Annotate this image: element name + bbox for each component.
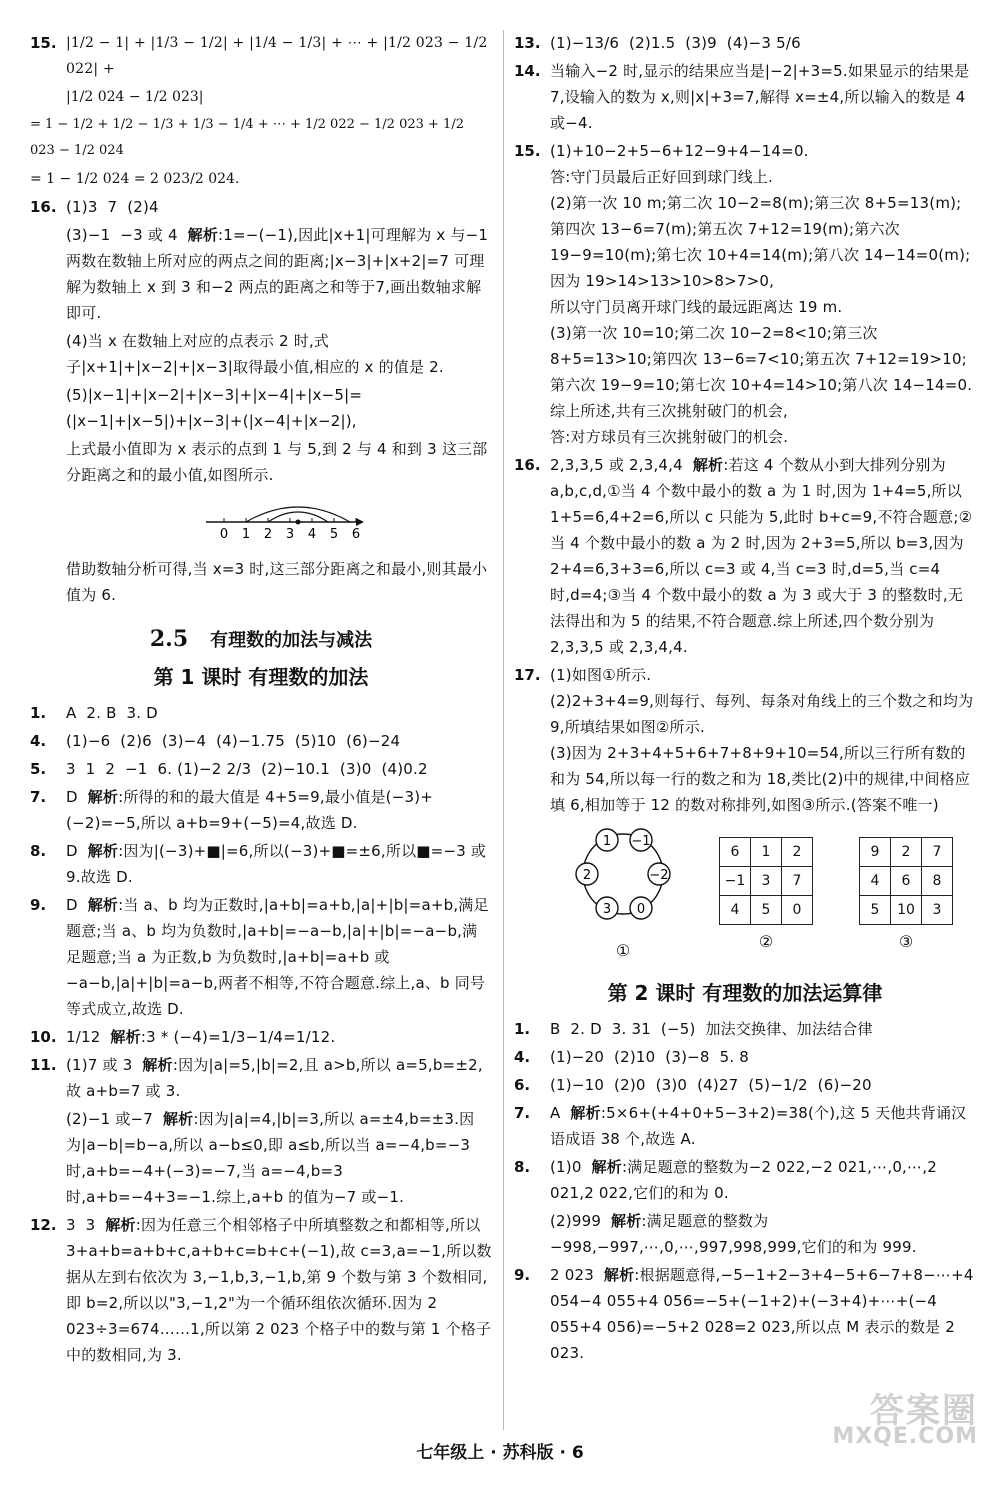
question-number: 4.: [30, 732, 47, 750]
axis-tick-label: 0: [219, 527, 229, 542]
answer-text: (1)−20 (2)10 (3)−8 5. 8: [550, 1048, 750, 1066]
answer-text: A: [550, 1104, 571, 1122]
figure-2: [719, 837, 813, 955]
question-number: 16.: [30, 198, 57, 216]
axis-tick-label: 5: [329, 527, 339, 542]
watermark-text: 答案圈: [870, 1391, 978, 1431]
left-column: [30, 28, 492, 1370]
analysis-text: :根据题意得,−5−1+2−3+4−5+6−7+8−⋯+4 054−4 055+4 056=−5+(−1+2)+(−3+4)+⋯+(−4 055+4 056)=−5+2 028=2 023,所以点 M 表示的数是 2 023.: [550, 1266, 979, 1362]
axis-tick-label: 2: [263, 527, 273, 542]
answer-item: [514, 1044, 976, 1070]
answer-item: [514, 138, 976, 450]
question-number: [30, 1106, 66, 1210]
figure-1: [573, 828, 673, 964]
analysis-text: :所得的和的最大值是 4+5=9,最小值是(−3)+(−2)=−5,所以 a+b=9+(−5)=4,故选 D.: [66, 788, 434, 832]
section-title: 有理数的加法与减法: [210, 630, 373, 651]
answer-item: [514, 30, 976, 56]
question-number: 12.: [30, 1216, 57, 1234]
answer-item: [514, 1208, 976, 1260]
analysis-text: :因为|(−3)+■|=6,所以(−3)+■=±6,所以■=−3 或 9.故选 D.: [66, 842, 492, 886]
question-number: 8.: [514, 1158, 531, 1176]
question-number: 7.: [514, 1104, 531, 1122]
answer-text: B 2. D 3. 31 (−5) 加法交换律、加法结合律: [550, 1020, 873, 1038]
question-number: 5.: [30, 760, 47, 778]
grid-row: [860, 896, 953, 925]
answer-item: [30, 700, 492, 726]
grid-row: [720, 838, 813, 867]
question-number: 11.: [30, 1056, 57, 1074]
grid-cell: 5: [751, 896, 782, 925]
question-number: 14.: [514, 62, 541, 80]
question-number: 8.: [30, 842, 47, 860]
answer-block: [30, 436, 492, 488]
answer-text: 2,3,3,5 或 2,3,4,4: [550, 456, 693, 474]
question-number: 15.: [514, 142, 541, 160]
analysis-label: 解析: [162, 1110, 194, 1128]
circle-node-label: 2: [582, 868, 592, 883]
answer-text: (1)如图①所示. (2)2+3+4=9,则每行、每列、每条对角线上的三个数之和均为 9,所填结果如图②所示. (3)因为 2+3+4+5+6+7+8+9+10=54,所以三行所有数的和为 54,所以每一行的数之和为 18,类比(2)中的规律,中间格应填 6,相加等于 12 的数对称排列,如图③所示.(答案不唯一): [550, 666, 974, 814]
answer-text: (1)3 7 (2)4: [66, 198, 159, 216]
axis-tick-label: 1: [241, 527, 251, 542]
answer-list: [514, 1016, 979, 1366]
grid-row: [720, 896, 813, 925]
analysis-text: :1=−(−1),因此|x+1|可理解为 x 与−1 两数在数轴上所对应的两点之间的距离;|x−3|+|x+2|=7 可理解为数轴上 x 到 3 和−2 两点的距离之和等于7,画出数轴求解即可.: [66, 226, 494, 322]
answer-block: [30, 222, 492, 326]
analysis-text: :因为|a|=4,|b|=3,所以 a=±4,b=±3.因为|a−b|=b−a,所以 a−b≤0,即 a≤b,所以当 a=−4,b=−3 时,a+b=−4+(−3)=−7,当 a=−4,b=3 时,a+b=−4+3=−1.综上,a+b 的值为−7 或−1.: [66, 1110, 476, 1206]
analysis-label: 解析: [570, 1104, 601, 1122]
analysis-text: :若这 4 个数从小到大排列分别为 a,b,c,d,①当 4 个数中最小的数 a 为 1 时,因为 1+4=5,所以 1+5=6,4+2=6,所以 c 只能为 5,此时 b+c=9,不符合题意;②当 4 个数中最小的数 a 为 2 时,因为 2+3=5,所以 b=3,因为 2+4=6,3+3=6,所以 c=3 或 4,当 c=3 时,d=5,当 c=4 时,d=4;③当 4 个数中最小的数 a 为 3 或大于 3 的整数时,无法得出和为 5 的结果,不符合题意.综上所述,四个数分别为 2,3,3,5 或 2,3,4,4.: [550, 456, 973, 656]
answer-item: [514, 1072, 976, 1098]
answer-text: (5)|x−1|+|x−2|+|x−3|+|x−4|+|x−5|=(|x−1|+|x−5|)+|x−3|+(|x−4|+|x−2|),: [66, 386, 363, 430]
circle-diagram: [573, 828, 673, 926]
lesson-heading: 第 2 课时 有理数的加法运算律: [607, 981, 883, 1005]
answer-item: [514, 1262, 979, 1366]
grid-cell: 2: [891, 838, 922, 867]
answer-item: [30, 784, 492, 836]
number-line-svg: [66, 494, 366, 542]
grid-cell: −1: [720, 867, 751, 896]
circle-node-label: 3: [602, 902, 612, 917]
magic-square-2: [719, 837, 813, 925]
answer-item: [30, 1106, 492, 1210]
answer-text: 当输入−2 时,显示的结果应当是|−2|+3=5.如果显示的结果是 7,设输入的数为 x,则|x|+3=7,解得 x=±4,所以输入的数是 4 或−4.: [550, 62, 975, 132]
answer-item: [514, 452, 976, 660]
figure-caption: ③: [898, 932, 914, 951]
lesson-heading: 第 1 课时 有理数的加法: [153, 665, 369, 689]
analysis-text: :因为任意三个相邻格子中所填整数之和都相等,所以 3+a+b=a+b+c,a+b+c=b+c+(−1),故 c=3,a=−1,所以数据从左到右依次为 3,−1,b,3,−1,b,第 9 个数与第 3 个数相同,即 b=2,所以以"3,−1,2"为一个循环组依次循环.因为 2 023÷3=674……1,所以第 2 023 个格子中的数与第 1 个格子中的数相同,为 3.: [66, 1216, 492, 1364]
figure-caption: ①: [615, 941, 631, 960]
grid-cell: 9: [860, 838, 891, 867]
answer-text: D: [66, 842, 88, 860]
section-heading: [30, 626, 492, 654]
analysis-label: 解析: [87, 788, 119, 806]
answer-text: (2)999: [550, 1212, 612, 1230]
answer-list: [514, 30, 976, 818]
grid-cell: 7: [922, 838, 953, 867]
answer-text: (1)0: [550, 1158, 592, 1176]
analysis-text: :3 * (−4)=1/3−1/4=1/12.: [140, 1028, 336, 1046]
answer-text: (1)7 或 3: [66, 1056, 143, 1074]
grid-cell: 10: [891, 896, 922, 925]
formula-line: = 1 − 1/2 024 = 2 023/2 024.: [30, 171, 240, 187]
magic-square-3: [859, 837, 953, 925]
grid-cell: 2: [782, 838, 813, 867]
answer-text: 借助数轴分析可得,当 x=3 时,这三部分距离之和最小,则其最小值为 6.: [66, 560, 488, 604]
answer-text: 上式最小值即为 x 表示的点到 1 与 5,到 2 与 4 和到 3 这三部分距离之和的最小值,如图所示.: [66, 440, 488, 484]
grid-cell: 4: [720, 896, 751, 925]
answer-text: D: [66, 788, 88, 806]
analysis-text: :5×6+(+4+0+5−3+2)=38(个),这 5 天他共背诵汉语成语 38 个,故选 A.: [550, 1104, 967, 1148]
analysis-label: 解析: [603, 1266, 635, 1284]
answer-item: [514, 662, 976, 818]
formula-line: |1/2 − 1| + |1/3 − 1/2| + |1/4 − 1/3| + ⋯ + |1/2 023 − 1/2 022| +: [66, 35, 493, 77]
analysis-label: 解析: [105, 1216, 136, 1234]
question-number: 10.: [30, 1028, 57, 1046]
grid-cell: 1: [751, 838, 782, 867]
analysis-label: 解析: [591, 1158, 622, 1176]
answer-item: [30, 756, 492, 782]
answer-item: [30, 1052, 492, 1104]
analysis-label: 解析: [87, 842, 119, 860]
right-column: [514, 28, 979, 1368]
answer-item: [30, 892, 492, 1022]
grid-cell: 3: [751, 867, 782, 896]
analysis-label: 解析: [692, 456, 724, 474]
grid-cell: 3: [922, 896, 953, 925]
question-number: 1.: [514, 1020, 531, 1038]
question-number: 9.: [514, 1266, 531, 1284]
question-number: 13.: [514, 34, 541, 52]
page-footer: 七年级上 · 苏科版 · 6: [416, 1443, 584, 1463]
watermark-url: MXQE.COM: [832, 1424, 978, 1449]
grid-row: [860, 838, 953, 867]
grid-cell: 6: [891, 867, 922, 896]
column-divider: [503, 30, 504, 1430]
answer-text: (1)−13/6 (2)1.5 (3)9 (4)−3 5/6: [550, 34, 801, 52]
answer-text: (1)−10 (2)0 (3)0 (4)27 (5)−1/2 (6)−20: [550, 1076, 872, 1094]
circle-node-label: −2: [649, 868, 669, 883]
grid-cell: 6: [720, 838, 751, 867]
question-number: 7.: [30, 788, 47, 806]
circle-node-label: −1: [631, 834, 651, 849]
question-number: 6.: [514, 1076, 531, 1094]
analysis-label: 解析: [110, 1028, 141, 1046]
grid-cell: 4: [860, 867, 891, 896]
question-number: 1.: [30, 704, 47, 722]
formula-line: |1/2 024 − 1/2 023|: [66, 89, 204, 105]
watermark: [832, 1391, 978, 1450]
grid-cell: 8: [922, 867, 953, 896]
answer-text: (1)+10−2+5−6+12−9+4−14=0. 答:守门员最后正好回到球门线上. (2)第一次 10 m;第二次 10−2=8(m);第三次 8+5=13(m);第四次 13−6=7(m);第五次 7+12=19(m);第六次 19−9=10(m);第七次 10+4=14(m);第八次 14−14=0(m);因为 19>14>13>10>8>7>0, 所以守门员离开球门线的最远距离达 19 m. (3)第一次 10=10;第二次 10−2=8<10;第三次 8+5=13>10;第四次 13−6=7<10;第五次 7+12=19>10;第六次 19−9=10;第七次 10+4=14>10;第八次 14−14=0.综上所述,共有三次挑射破门的机会, 答:对方球员有三次挑射破门的机会.: [550, 142, 973, 446]
answer-text: 3 1 2 −1 6. (1)−2 2/3 (2)−10.1 (3)0 (4)0.2: [66, 760, 428, 778]
answer-item: [30, 838, 492, 890]
answer-item: [514, 1016, 976, 1042]
grid-cell: 7: [782, 867, 813, 896]
answer-text: (4)当 x 在数轴上对应的点表示 2 时,式子|x+1|+|x−2|+|x−3|取得最小值,相应的 x 的值是 2.: [66, 332, 444, 376]
answer-text: D: [66, 896, 88, 914]
circle-node-label: 0: [636, 902, 646, 917]
answer-list: [30, 700, 492, 1368]
answer-item: [30, 1024, 492, 1050]
answer-item: [30, 728, 492, 754]
answer-item: [514, 58, 976, 136]
formula-line: = 1 − 1/2 + 1/2 − 1/3 + 1/3 − 1/4 + ⋯ + 1/2 022 − 1/2 023 + 1/2 023 − 1/2 024: [30, 117, 469, 158]
answer-block: [30, 328, 492, 380]
answer-item: [30, 1212, 492, 1368]
figure-3: [859, 837, 953, 955]
answer-text: 1/12: [66, 1028, 111, 1046]
analysis-text: :当 a、b 均为正数时,|a+b|=a+b,|a|+|b|=a+b,满足题意;当 a、b 均为负数时,|a+b|=−a−b,|a|+|b|=−a−b,满足题意;当 a 为正数,b 为负数时,|a+b|=a+b 或−a−b,|a|+|b|=a−b,两者不相等,不符合题意.综上,a、b 同号等式成立,故选 D.: [66, 896, 489, 1018]
question-15-left: [30, 30, 492, 82]
analysis-label: 解析: [611, 1212, 642, 1230]
answer-text: A 2. B 3. D: [66, 704, 158, 722]
question-number: [514, 1208, 550, 1260]
answer-text: (2)−1 或−7: [66, 1110, 163, 1128]
question-number: 15.: [30, 34, 57, 52]
analysis-label: 解析: [142, 1056, 173, 1074]
figures-row: [550, 828, 976, 964]
question-number: 17.: [514, 666, 541, 684]
answer-item: [514, 1154, 976, 1206]
answer-text: (1)−6 (2)6 (3)−4 (4)−1.75 (5)10 (6)−24: [66, 732, 401, 750]
question-number: 9.: [30, 896, 47, 914]
grid-cell: 0: [782, 896, 813, 925]
axis-tick-label: 6: [351, 527, 361, 542]
number-line-figure: [66, 494, 492, 550]
analysis-text: :满足题意的整数为−2 022,−2 021,⋯,0,⋯,2 021,2 022,它们的和为 0.: [550, 1158, 942, 1202]
analysis-label: 解析: [87, 896, 119, 914]
answer-item: [514, 1100, 976, 1152]
answer-text: 2 023: [550, 1266, 604, 1284]
grid-row: [720, 867, 813, 896]
answer-text: 3 3: [66, 1216, 106, 1234]
figure-caption: ②: [758, 932, 774, 951]
circle-node-label: 1: [602, 834, 612, 849]
section-number: 2.5: [149, 626, 189, 652]
axis-tick-label: 3: [285, 527, 295, 542]
question-number: 4.: [514, 1048, 531, 1066]
answer-block: [30, 382, 492, 434]
answer-block: [30, 556, 492, 608]
analysis-label: 解析: [187, 226, 219, 244]
grid-cell: 5: [860, 896, 891, 925]
question-number: 16.: [514, 456, 541, 474]
analysis-text: :满足题意的整数为−998,−997,⋯,0,⋯,997,998,999,它们的和为 999.: [550, 1212, 917, 1256]
analysis-text: :因为|a|=5,|b|=2,且 a>b,所以 a=5,b=±2,故 a+b=7 或 3.: [66, 1056, 483, 1100]
axis-tick-label: 4: [307, 527, 317, 542]
question-16-left: [30, 194, 492, 220]
grid-row: [860, 867, 953, 896]
answer-text: (3)−1 −3 或 4: [66, 226, 188, 244]
